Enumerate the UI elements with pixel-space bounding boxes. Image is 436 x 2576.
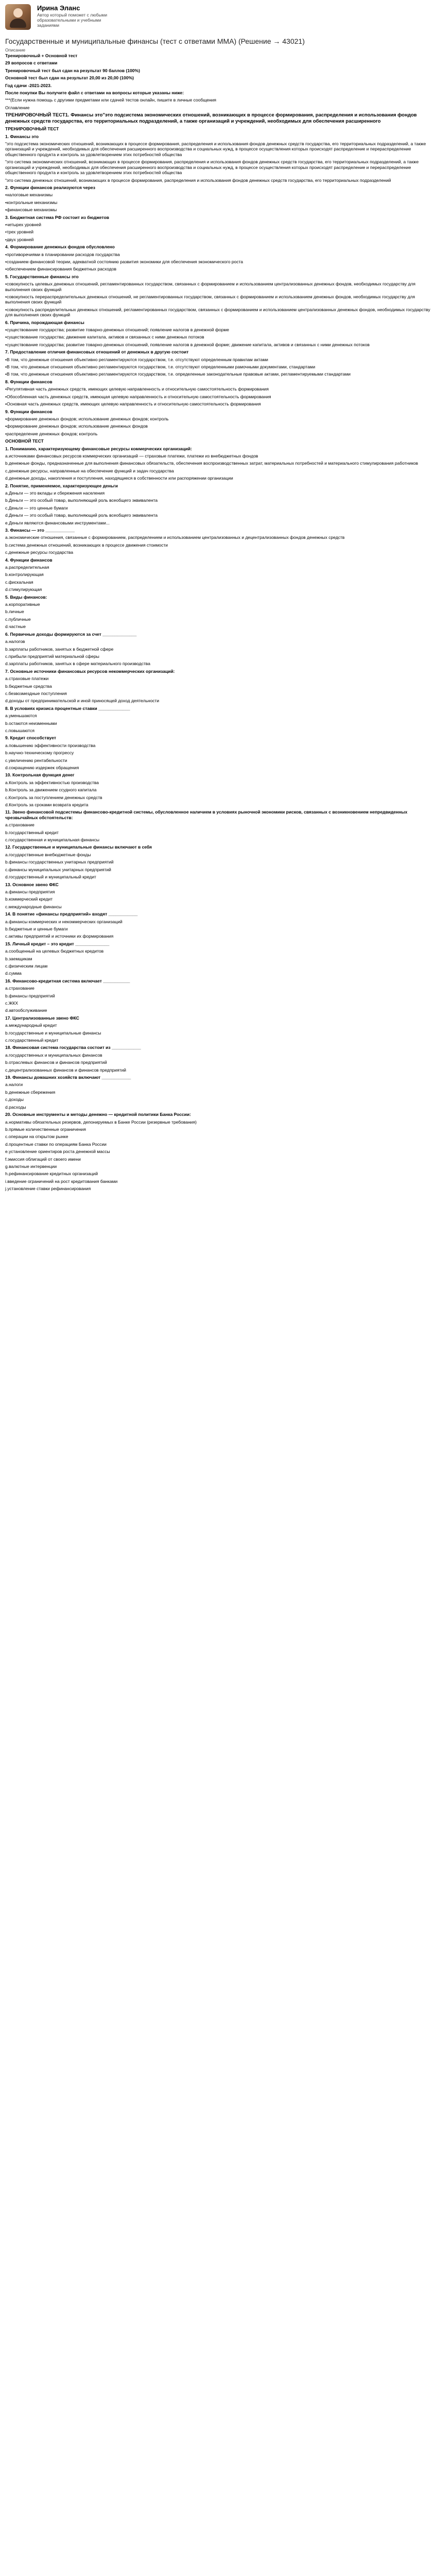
heading-line: 14. В понятие «финансы предприятий» входят ____________	[5, 911, 138, 917]
text-line: c.активы предприятий и источники их формирования	[5, 934, 114, 939]
text-line: •существование государства; движение капитала, активов и связанных с ними денежных потоков	[5, 334, 204, 340]
text-line: a.государственные внебюджетные фонды	[5, 852, 91, 857]
heading-line: ОСНОВНОЙ ТЕСТ	[5, 438, 44, 444]
heading-line: 13. Основное звено ФКС	[5, 882, 59, 887]
author-description: Автор который поможет с любыми образовательными и учебными заданиями	[37, 12, 108, 28]
text-line: •созданием финансовой теории, адекватной состоянию развития экономики для обеспечения экономического роста	[5, 259, 243, 264]
heading-line: Год сдачи -2021-2023.	[5, 82, 52, 88]
text-line: d.Деньги — это особый товар, выполняющий роль всеобщего эквивалента	[5, 513, 158, 518]
text-line: •четырех уровней	[5, 222, 42, 227]
text-line: •налоговые механизмы	[5, 192, 53, 198]
text-line: c.операции на открытом рынке	[5, 1134, 68, 1140]
document-title: Государственные и муниципальные финансы (тест с ответами ММА) (Решение → 43021)	[5, 37, 305, 45]
text-line: b.система денежных отношений, возникающих в процессе движения стоимости	[5, 542, 168, 548]
text-line: •обеспечением финансирования бюджетных расходов	[5, 266, 116, 272]
text-line: •совокупность перераспределительных денежных отношений, не регламентированных государством, связанных с формированием и использованием денежных фондов, необходимых государству для выполнения своих функций	[5, 294, 415, 305]
text-line: •В том, что денежные отношения объективно регламентируются государством, т.е. определенные законодательные правовые актами, регламентируемыми стандартами	[5, 371, 351, 377]
text-line: b.зарплаты работников, занятых в бюджетной сфере	[5, 646, 114, 652]
heading-line: 18. Финансовая система государства состоит из ____________	[5, 1045, 141, 1050]
text-line: d.государственный и муниципальный кредит	[5, 874, 96, 880]
heading-line: 7. Предоставление отличия финансовых отношений от денежных в другую состоит	[5, 349, 189, 355]
heading-line: 10. Контрольная функция денег	[5, 772, 75, 778]
heading-line: 16. Финансово-кредитная система включает ___________	[5, 978, 130, 984]
text-line: •В том, что денежные отношения объективно регламентируются государством, т.е. отсутствуют определенными рамочными документами, стандартами	[5, 364, 316, 370]
heading-line: 9. Кредит способствует	[5, 735, 56, 741]
text-line: c.повышаются	[5, 727, 34, 733]
text-line: •противоречиями в планировании расходов государства	[5, 251, 120, 257]
author-info	[37, 4, 114, 28]
text-line: •существование государства; развитие товарно-денежных отношений, появление налогов в денежной форме; движение капитала, активов и связанных с ними денежных потоков	[5, 342, 370, 347]
heading-line: 6. Первичные доходы формируются за счет ______________	[5, 631, 137, 637]
text-line: b.бюджетные и ценные бумаги	[5, 926, 68, 931]
heading-line: 8. В условиях кризиса процентные ставки _____________	[5, 705, 130, 711]
text-line: b.государственный кредит	[5, 829, 59, 835]
text-line: c.Контроль за поступлением денежных средств	[5, 794, 102, 800]
heading-line: 17. Централизованные звено ФКС	[5, 1015, 79, 1021]
heading-line: 4. Функции финансов	[5, 557, 53, 563]
heading-line: 29 вопросов с ответами	[5, 60, 58, 66]
text-line: b.отраслевых финансов и финансов предприятий	[5, 1060, 107, 1065]
text-line: c.безвозмездные поступления	[5, 690, 67, 696]
text-line: a.финансы коммерческих и некоммерческих организаций	[5, 919, 123, 924]
text-line: a.сообщенный на целевых бюджетных кредитов	[5, 948, 104, 954]
text-line: d.Контроль за сроками возврата кредита	[5, 802, 89, 808]
heading-line: 8. Функции финансов	[5, 379, 53, 384]
text-line: d.стимулирующая	[5, 587, 42, 592]
text-line: a.международный кредит	[5, 1023, 57, 1028]
heading-line: 1. Финансы это	[5, 133, 39, 139]
heading-line: 2. Понятие, применяемое, характеризующее деньги	[5, 483, 118, 488]
text-line: c.увеличению рентабельности	[5, 757, 67, 763]
text-line: •Основная часть денежных средств, имеющих целевую направленность и относительную самостоятельность формирования	[5, 401, 261, 407]
text-line: c.децентрализованных финансов и финансов предприятий	[5, 1067, 126, 1073]
heading-line: 20. Основные инструменты и методы денежно — кредитной политики Банка России:	[5, 1112, 191, 1117]
text-line: •финансовые механизмы	[5, 207, 57, 213]
heading-line: Основной тест был сдан на результат 20,00 из 20,00 (100%)	[5, 75, 134, 81]
text-line: b.государственные и муниципальные финансы	[5, 1030, 101, 1036]
text-line: d.доходы от предпринимательской и иной приносящей доход деятельности	[5, 698, 160, 704]
text-line: a.нормативы обязательных резервов, депонируемых в Банке России (резервные требования)	[5, 1119, 197, 1125]
text-line: c.ЖКХ	[5, 1001, 19, 1006]
text-line: "это подсистема экономических отношений, возникающих в процессе формирования, распределения и использования фондов денежных средств государства, его территориальных подразделений, а также организаций и учреждений, необходимых для обеспечения расширенного воспроизводства и социальных нужд, в процессе осуществления которых происходят распределение и перераспределение общественного продукта и контроль за удовлетворением этих потребностей общества	[5, 141, 426, 157]
text-line: d.зарплаты работников, занятых в сфере материального производства	[5, 661, 150, 667]
heading-line: 3. Финансы — это ____________	[5, 528, 75, 533]
heading-line: 15. Личный кредит – это кредит ______________	[5, 941, 110, 946]
text-line: c.государственная и муниципальная финансы	[5, 837, 99, 843]
heading-line: 7. Основные источники финансовых ресурсов некоммерческих организаций:	[5, 668, 175, 674]
text-line: •трех уровней	[5, 229, 34, 235]
text-line: c.финансы муниципальных унитарных предприятий	[5, 867, 111, 872]
text-line: •Обособленная часть денежных средств, имеющая целевую направленность и относительную самостоятельность формирования	[5, 394, 271, 399]
text-line: c.международные финансы	[5, 904, 62, 909]
text-line: d.сумма	[5, 971, 22, 976]
text-line: •совокупность целевых денежных отношений, регламентированных государством, связанных с формированием и использованием централизованных денежных фондов, необходимых государству для выполнения своих функций	[5, 281, 415, 292]
text-line: b.личные	[5, 609, 24, 615]
text-line: •существование государства; развитие товарно-денежных отношений; появление налогов в денежной форме	[5, 327, 230, 333]
text-line: Оглавление	[5, 105, 30, 110]
text-line: a.финансы предприятия	[5, 889, 55, 894]
text-line: j.установление ставки рефинансирования	[5, 1186, 91, 1192]
heading-line: 4. Формирование денежных фондов обусловлено	[5, 244, 115, 250]
text-line: i.введение ограничений на рост кредитования банками	[5, 1178, 118, 1184]
text-line: b.научно-техническому прогрессу	[5, 750, 74, 756]
text-line: a.уменьшаются	[5, 713, 37, 719]
heading-line: 11. Звено финансовой подсистемы финансово-кредитной системы, обусловленное наличием в условиях рыночной экономики рисков, связанных с возникновением непредвиденных чрезвычайных обстоятельств:	[5, 809, 408, 820]
text-line: d.процентные ставки по операциям Банка России	[5, 1141, 107, 1147]
text-line: e.Деньги являются финансовыми инструментами...	[5, 520, 110, 526]
text-line: •распределение денежных фондов; контроль	[5, 431, 98, 436]
text-line: b.Контроль за движением ссудного капитала	[5, 787, 97, 793]
text-line: b.коммерческий кредит	[5, 896, 53, 902]
text-line: c.денежные ресурсы, направленные на обеспечение функций и задач государства	[5, 468, 174, 473]
text-line: c.денежные ресурсы государства	[5, 550, 74, 555]
author-avatar[interactable]	[5, 4, 31, 30]
text-line: b.денежные сбережения	[5, 1089, 56, 1095]
text-line: f.эмиссия облигаций от своего имени	[5, 1156, 81, 1162]
text-line: d.частные	[5, 624, 26, 630]
author-header	[5, 4, 431, 35]
text-line: •формирование денежных фондов; использование денежных фондов	[5, 423, 148, 429]
text-line: c.доходы	[5, 1097, 24, 1103]
heading-line: 12. Государственные и муниципальные финансы включают в себя	[5, 844, 152, 850]
text-line: c.государственный кредит	[5, 1038, 59, 1043]
text-line: a.страхование	[5, 986, 34, 991]
text-line: a.налогов	[5, 639, 25, 645]
text-line: b.контролирующая	[5, 572, 44, 578]
description-label: Описание	[5, 47, 26, 53]
text-line: a.повышению эффективности производства	[5, 742, 96, 748]
text-line: •В том, что денежные отношения объективно регламентируются государством, т.е. отсутствуют определенным правилам актами	[5, 357, 268, 362]
text-line: b.прямые количественные ограничения	[5, 1126, 86, 1132]
heading-line: 19. Финансы домашних хозяйств включают ____________	[5, 1075, 131, 1080]
heading-line: ТРЕНИРОВОЧНЫЙ ТЕСТ1. Финансы это"это подсистема экономических отношений, возникающих в процессе формирования, распределения и использования фондов денежных средств государства, его территориальных подразделений, а также организаций и учреждений, необходимых для обеспечения расширенного	[5, 112, 417, 124]
document-content	[5, 53, 431, 1192]
text-line: a.налоги	[5, 1082, 23, 1088]
text-line: b.финансы государственных унитарных предприятий	[5, 859, 114, 865]
heading-line: После покупки Вы получите файл с ответами на вопросы которые указаны ниже:	[5, 90, 184, 96]
text-line: a.источниками финансовых ресурсов коммерческих организаций — страховые платежи, платежи из внебюджетных фондов	[5, 453, 258, 459]
text-line: b.денежные фонды, предназначенные для выполнения финансовых обязательств, обеспечения воспроизводственных затрат, материальных потребностей и материального стимулирования работников	[5, 461, 418, 466]
text-line: a.корпоративные	[5, 602, 40, 607]
text-line: c.Деньги — это ценные бумаги	[5, 505, 68, 511]
text-line: e.установление ориентиров роста денежной массы	[5, 1149, 110, 1155]
text-line: ***(Если нужна помощь с другими предметами или сдачей тестов онлайн, пишите в личные сообщения	[5, 97, 217, 103]
text-line: c.прибыли предприятий материальной сферы	[5, 653, 99, 659]
heading-line: ТРЕНИРОВОЧНЫЙ ТЕСТ	[5, 126, 59, 132]
text-line: d.автообслуживание	[5, 1008, 47, 1013]
text-line: •Регулятивная часть денежных средств, имеющих целевую направленность и относительную самостоятельность формирования	[5, 386, 269, 392]
text-line: a.распределительная	[5, 565, 49, 570]
text-line: b.заемщикам	[5, 956, 32, 961]
text-line: h.рефинансирование кредитных организаций	[5, 1171, 98, 1177]
text-line: •формирование денежных фондов; использование денежных фондов; контроль	[5, 416, 169, 421]
heading-line: 9. Функции финансов	[5, 409, 53, 414]
heading-line: 2. Функции финансов реализуются через	[5, 184, 95, 190]
text-line: d.сокращению издержек обращения	[5, 765, 79, 770]
text-line: a.Контроль за эффективностью производства	[5, 779, 99, 785]
text-line: a.страхование	[5, 822, 34, 828]
text-line: "это система экономических отношений, возникающих в процессе формирования, распределения и использования фондов денежных средств государства, его территориальных подразделений, а также организаций и учреждений, необходимых для обеспечения расширенного воспроизводства и социальных нужд, в процессе осуществления которых происходят распределение и перераспределение общественного продукта и контроль за удовлетворением этих потребностей общества	[5, 159, 419, 176]
text-line: b.остаются неизменными	[5, 720, 57, 726]
text-line: •совокупность распределительных денежных отношений, регламентированных государством, связанных с формированием и использованием централизованных денежных фондов, необходимых государству для выполнения своих функций	[5, 307, 430, 318]
text-line: d.расходы	[5, 1104, 26, 1110]
text-line: b.Деньги — это особый товар, выполняющий роль всеобщего эквивалента	[5, 498, 158, 503]
heading-line: 5. Виды финансов:	[5, 594, 47, 600]
heading-line: 3. Бюджетная система РФ состоит из бюджетов	[5, 214, 110, 220]
text-line: c.физическим лицам	[5, 963, 48, 969]
heading-line: Тренировочный + Основной тест	[5, 53, 78, 58]
text-line: b.бюджетные средства	[5, 683, 52, 689]
text-line: a.экономические отношения, связанные с формированием, распределением и использованием централизованных и децентрализованных фондов денежных средств	[5, 535, 345, 540]
text-line: •контрольные механизмы	[5, 199, 58, 205]
heading-line: 6. Причина, порождающая финансы	[5, 319, 84, 325]
text-line: d.денежные доходы, накопления и поступления, находящиеся в собственности или распоряжении организации	[5, 476, 233, 481]
heading-line: 5. Государственные финансы это	[5, 274, 79, 279]
text-line: a.Деньги — это вклады и сбережения населения	[5, 490, 105, 496]
text-line: g.валютные интервенции	[5, 1163, 57, 1169]
text-line: a.страховые платежи	[5, 676, 49, 682]
text-line: c.публичные	[5, 616, 31, 622]
text-line: •двух уровней	[5, 236, 34, 242]
text-line: "это система денежных отношений, возникающих в процессе формирования, распределения и использования фондов денежных средств государства, его территориальных подразделений	[5, 177, 391, 183]
heading-line: Тренировочный тест был сдан на результат 90 баллов (100%)	[5, 67, 140, 73]
text-line: b.финансы предприятий	[5, 993, 55, 998]
heading-line: 1. Пониманию, характеризующему финансовые ресурсы коммерческих организаций:	[5, 446, 192, 451]
text-line: c.фискальная	[5, 579, 33, 585]
text-line: a.государственных и муниципальных финансов	[5, 1052, 102, 1058]
author-name[interactable]: Ирина Эланс	[37, 4, 80, 12]
